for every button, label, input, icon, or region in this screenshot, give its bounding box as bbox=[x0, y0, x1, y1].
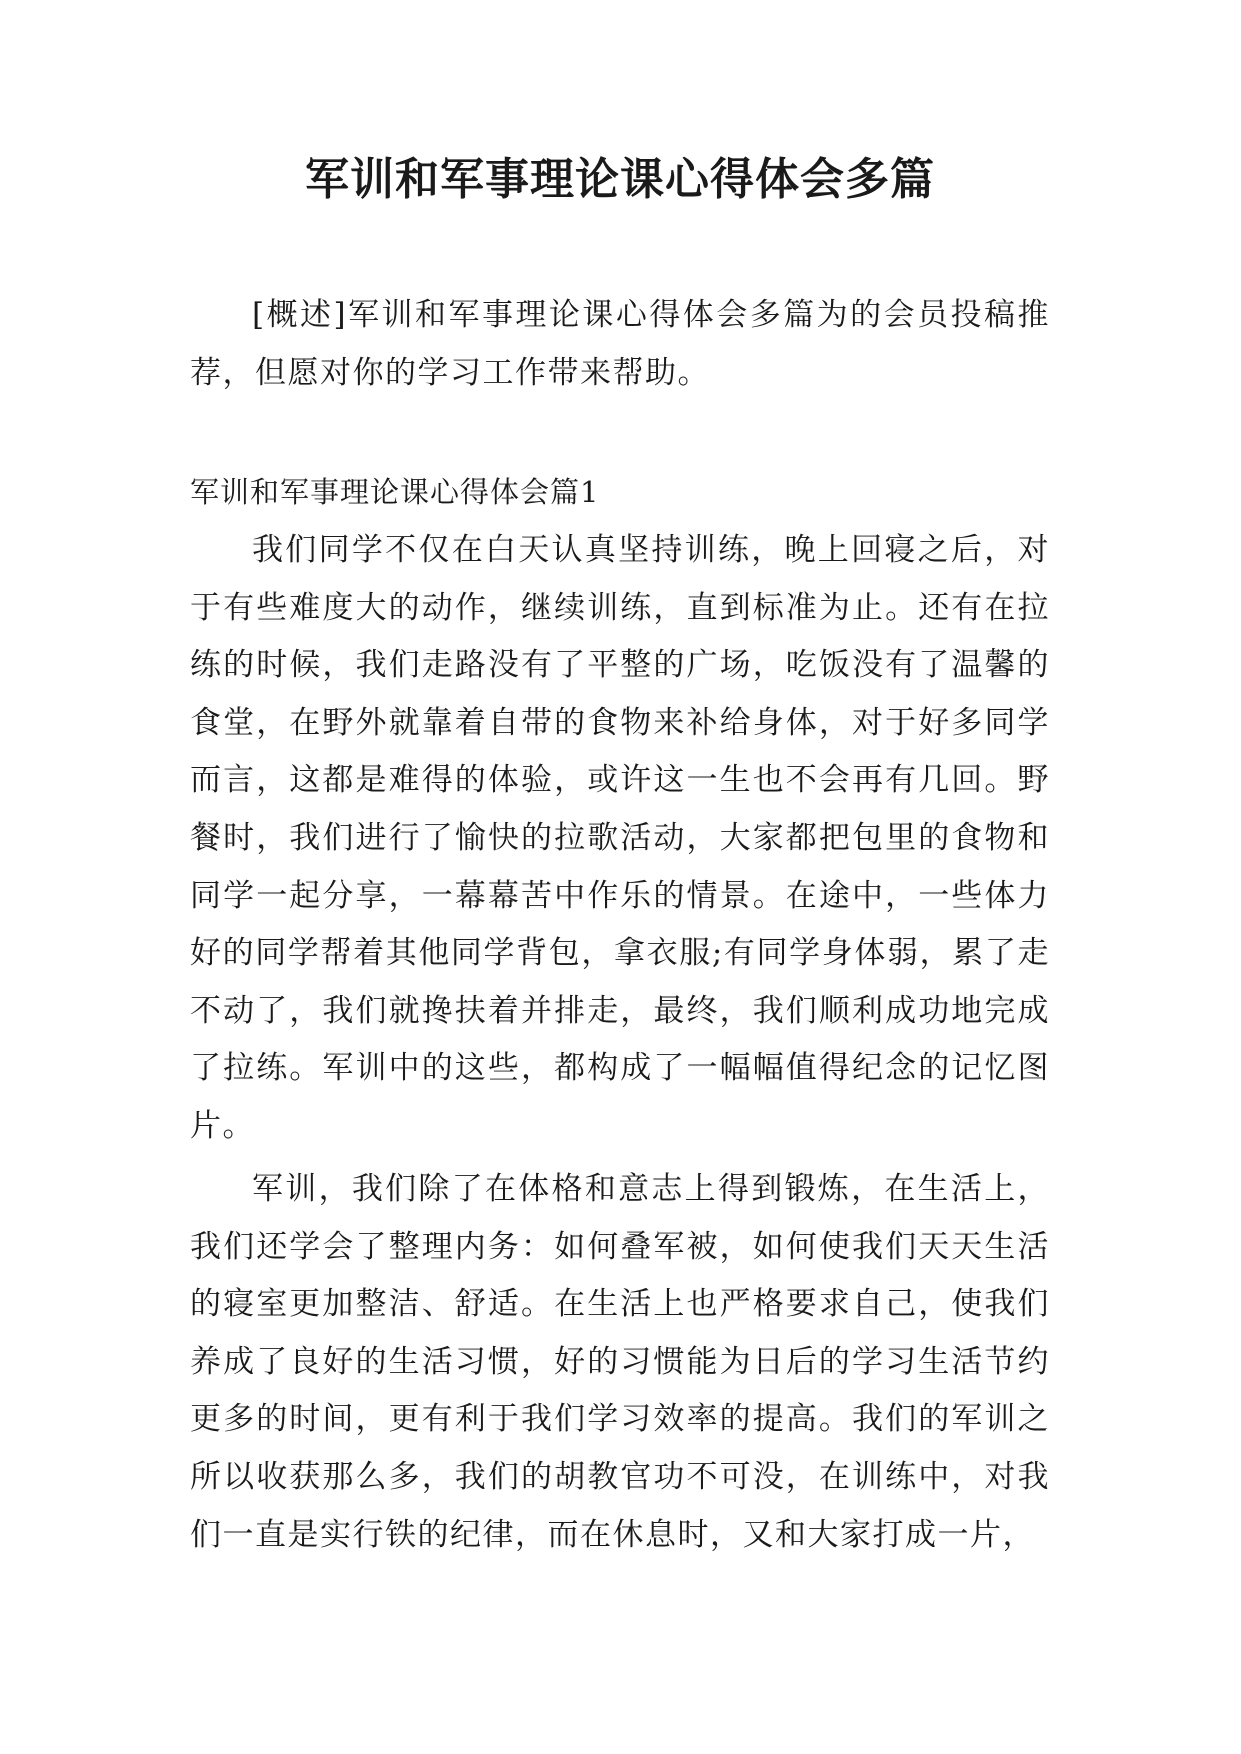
section-heading: 军训和军事理论课心得体会篇1 bbox=[190, 475, 600, 509]
document-title: 军训和军事理论课心得体会多篇 bbox=[305, 154, 935, 205]
summary-paragraph: [概述]军训和军事理论课心得体会多篇为的会员投稿推荐，但愿对你的学习工作带来帮助。 bbox=[190, 297, 1050, 391]
body-paragraph: 我们同学不仅在白天认真坚持训练，晚上回寝之后，对于有些难度大的动作，继续训练，直到标准为止。还有在拉练的时候，我们走路没有了平整的广场，吃饭没有了温馨的食堂，在野外就靠着自带的食物来补给身体，对于好多同学而言，这都是难得的体验，或许这一生也不会再有几回。野餐时，我们进行了愉快的拉歌活动，大家都把包里的食物和同学一起分享，一幕幕苦中作乐的情景。在途中，一些体力好的同学帮着其他同学背包，拿衣服;有同学身体弱，累了走不动了，我们就搀扶着并排走，最终，我们顺利成功地完成了拉练。军训中的这些，都构成了一幅幅值得纪念的记忆图片。 bbox=[190, 532, 1050, 1144]
body-paragraph: 军训，我们除了在体格和意志上得到锻炼，在生活上，我们还学会了整理内务：如何叠军被，如何使我们天天生活的寝室更加整洁、舒适。在生活上也严格要求自己，使我们养成了良好的生活习惯，好的习惯能为日后的学习生活节约更多的时间，更有利于我们学习效率的提高。我们的军训之所以收获那么多，我们的胡教官功不可没，在训练中，对我们一直是实行铁的纪律，而在休息时，又和大家打成一片， bbox=[190, 1171, 1050, 1553]
